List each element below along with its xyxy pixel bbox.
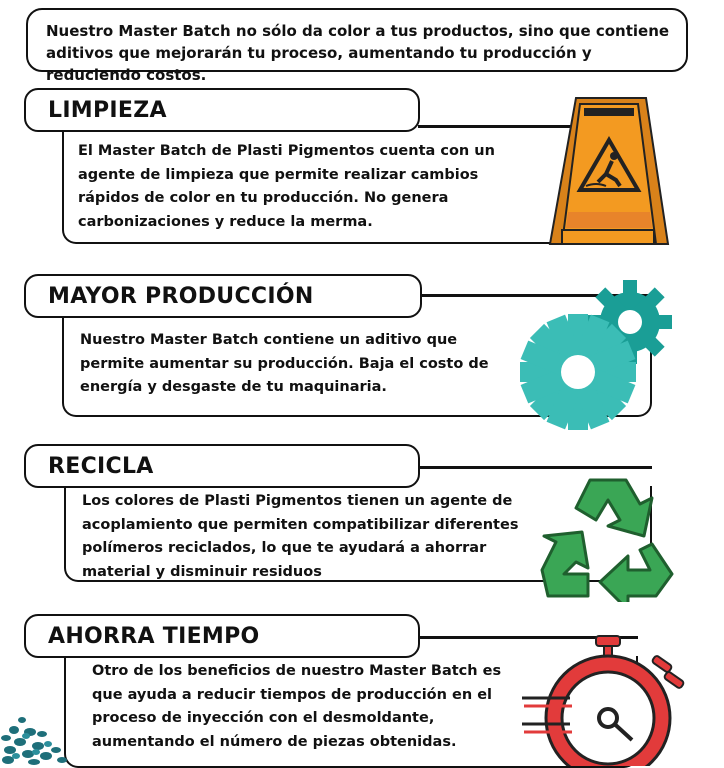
- gears-icon: [520, 280, 676, 430]
- section-text: Nuestro Master Batch contiene un aditivo que permite aumentar su producción. Baja el costo de energía y desgaste de tu maquinaria.: [80, 332, 489, 395]
- section-title-ahorra-tiempo: [24, 614, 420, 658]
- intro-text: Nuestro Master Batch no sólo da color a tus productos, sino que contiene aditivos que mejorarán tu proceso, aumentando tu producción y reduciendo costos.: [46, 22, 670, 84]
- section-text: Los colores de Plasti Pigmentos tienen un agente de acoplamiento que permiten compatibilizar diferentes polímeros reciclados, lo que te ayudará a ahorrar material y disminuir residuos: [82, 493, 519, 580]
- section-title-mayor-produccion: [24, 274, 422, 318]
- section-title-text: MAYOR PRODUCCIÓN: [48, 284, 314, 309]
- section-title-text: LIMPIEZA: [48, 98, 167, 123]
- recycle-icon: [540, 470, 676, 602]
- section-title-text: AHORRA TIEMPO: [48, 624, 260, 649]
- wet-floor-sign-icon: [546, 94, 670, 246]
- section-text: Otro de los beneficios de nuestro Master Batch es que ayuda a reducir tiempos de producción en el proceso de inyección con el desmoldante, aumentando el número de piezas obtenidas.: [92, 663, 502, 750]
- plastic-pellets-icon: [0, 690, 84, 765]
- stopwatch-icon: [520, 632, 704, 766]
- intro-box: [26, 8, 688, 84]
- section-title-text: RECICLA: [48, 454, 154, 479]
- section-title-limpieza: [24, 88, 420, 132]
- section-title-recicla: [24, 444, 420, 488]
- section-body-limpieza: [62, 126, 622, 244]
- section-text: El Master Batch de Plasti Pigmentos cuenta con un agente de limpieza que permite realizar cambios rápidos de color en tu producción. No genera carbonizaciones y reduce la merma.: [78, 143, 495, 230]
